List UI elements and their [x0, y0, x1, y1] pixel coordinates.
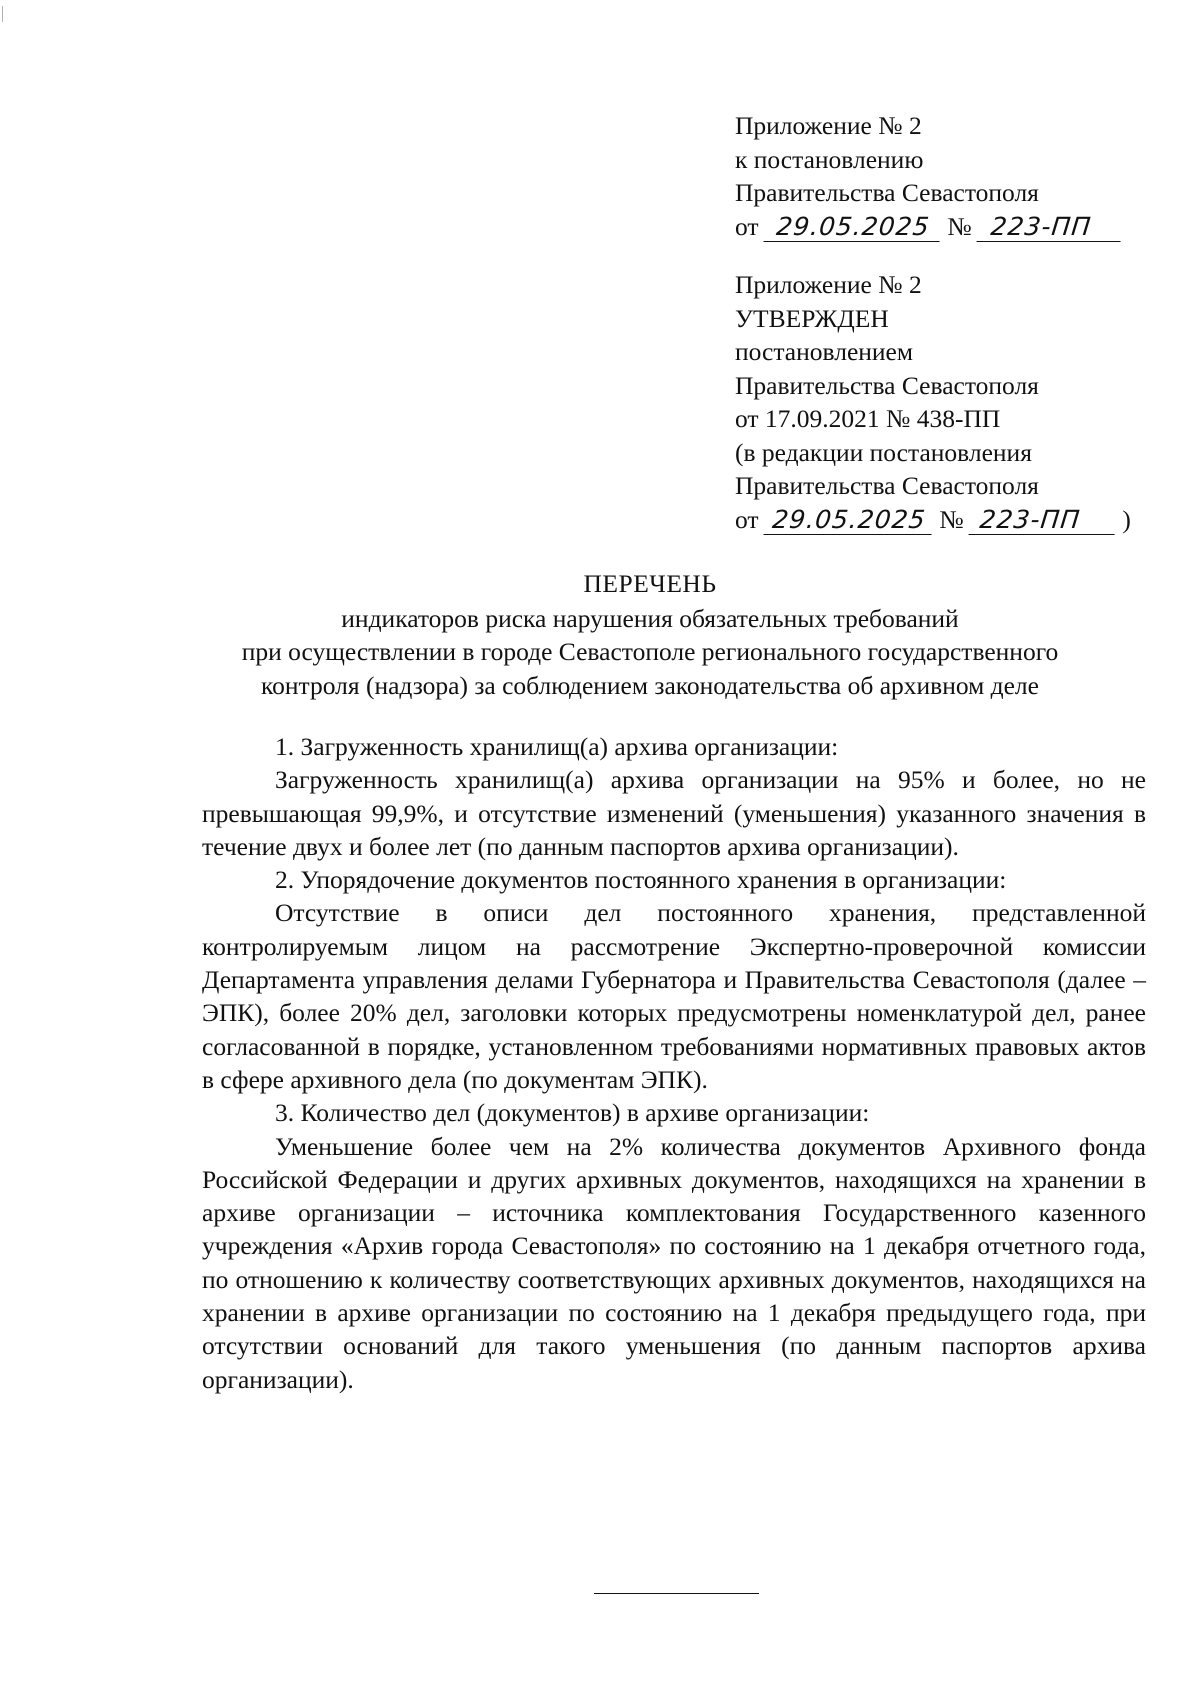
appendix-authority: Правительства Севастополя [735, 471, 1039, 500]
original-date-number: от 17.09.2021 № 438-ПП [735, 404, 1001, 433]
appendix-label: Приложение № 2 [735, 111, 922, 140]
end-of-document-rule [594, 1593, 759, 1594]
handwritten-number: 223-ПП [969, 506, 1118, 535]
approved-by: постановлением [735, 337, 914, 366]
item-3-text: Уменьшение более чем на 2% количества документов Архивного фонда Российской Федерации и других архивных документов, находящихся на хранении в архиве организации – источника комплектования Государственного казенного учреждения «Архив города Севастополя» по состоянию на 1 декабря отчетного года, по отношению к количеству соответствующих архивных документов, находящихся на хранении в архиве организации по состоянию на 1 декабря предыдущего года, при отсутствии оснований для такого уменьшения (по данным паспортов архива организации). [202, 1131, 1146, 1394]
appendix-authority: Правительства Севастополя [735, 178, 1039, 207]
appendix-original-block [735, 268, 1175, 536]
appendix-label: Приложение № 2 [735, 270, 922, 299]
edition-note: (в редакции постановления [735, 437, 1032, 467]
item-2-text: Отсутствие в описи дел постоянного хранения, представленной контролируемым лицом на рассмотрение Экспертно-проверочной комиссии Департамента управления делами Губернатора и Правительства Севастополя (далее – ЭПК), более 20% дел, заголовки которых предусмотрены номенклатурой дел, ранее согласованной в порядке, установленном требованиями нормативных правовых актов в сфере архивного дела (по документам ЭПК). [202, 898, 1146, 1094]
item-2-title: 2. Упорядочение документов постоянного хранения в организации: [275, 865, 1007, 895]
closing-parenthesis: ) [1122, 504, 1131, 534]
from-prefix: от [735, 211, 759, 241]
appendix-reference: к постановлению [735, 144, 924, 174]
item-1-title: 1. Загруженность хранилищ(а) архива организации: [275, 732, 839, 761]
document-subtitle-line-1: индикаторов риска нарушения обязательных требований [341, 603, 959, 633]
appendix-amendment-block [735, 109, 1175, 243]
approved-label: УТВЕРЖДЕН [735, 303, 889, 333]
handwritten-date: 29.05.2025 [763, 506, 934, 535]
item-3-title: 3. Количество дел (документов) в архиве организации: [275, 1098, 870, 1128]
handwritten-date: 29.05.2025 [763, 213, 942, 242]
document-subtitle-line-2: при осуществлении в городе Севастополе регионального государственного [241, 637, 1059, 666]
document-body [202, 730, 1146, 1396]
scan-edge-mark [2, 6, 3, 22]
document-title: ПЕРЕЧЕНЬ [583, 569, 717, 598]
appendix-date-number-line [735, 210, 1175, 244]
number-sign: № [939, 504, 964, 534]
document-title-block [150, 567, 1150, 702]
item-1-text: Загруженность хранилищ(а) архива организации на 95% и более, но не превышающая 99,9%, и отсутствие изменений (уменьшения) указанного значения в течение двух и более лет (по данным паспортов архива организации). [202, 765, 1146, 861]
document-subtitle-line-3: контроля (надзора) за соблюдением законодательства об архивном деле [261, 670, 1039, 700]
number-sign: № [947, 211, 972, 241]
from-prefix: от [735, 504, 759, 534]
appendix-authority: Правительства Севастополя [735, 370, 1039, 400]
appendix-date-number-line [735, 503, 1175, 537]
handwritten-number: 223-ПП [977, 213, 1124, 242]
